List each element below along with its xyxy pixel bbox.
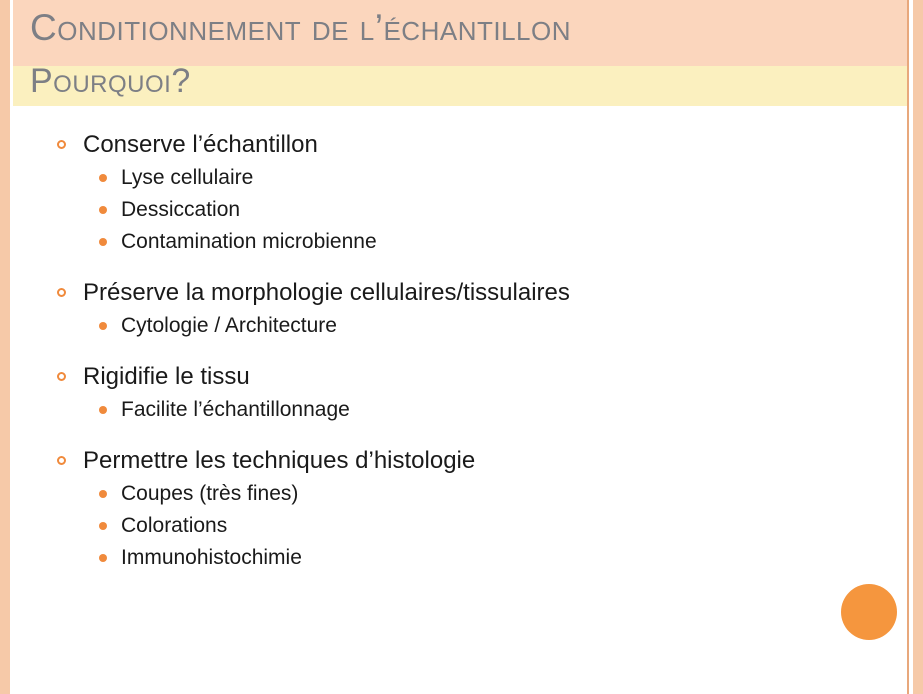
bullet-level2-label: Contamination microbienne (121, 230, 377, 253)
dot-bullet-icon (99, 490, 107, 498)
hollow-circle-bullet-icon (57, 456, 66, 465)
hollow-circle-bullet-icon (57, 288, 66, 297)
bullet-level2 (13, 196, 907, 224)
bullet-group (13, 278, 907, 340)
bullet-level1-label: Permettre les techniques d’histologie (83, 447, 476, 474)
bullet-level2 (13, 228, 907, 256)
bullet-level1-label: Préserve la morphologie cellulaires/tissulaires (83, 279, 570, 306)
bullet-level2 (13, 512, 907, 540)
right-accent-bar-inner (909, 0, 913, 694)
decorative-circle-icon (841, 584, 897, 640)
bullet-level2-label: Coupes (très fines) (121, 482, 299, 505)
dot-bullet-icon (99, 238, 107, 246)
bullet-level2-label: Dessiccation (121, 198, 241, 221)
right-accent-bar (913, 0, 923, 694)
hollow-circle-bullet-icon (57, 372, 66, 381)
dot-bullet-icon (99, 174, 107, 182)
bullet-level2-label: Colorations (121, 514, 228, 537)
dot-bullet-icon (99, 554, 107, 562)
slide-body (13, 112, 907, 694)
slide-subtitle: Pourquoi? (30, 62, 191, 100)
bullet-group (13, 130, 907, 256)
hollow-circle-bullet-icon (57, 140, 66, 149)
bullet-level1 (13, 278, 907, 308)
dot-bullet-icon (99, 406, 107, 414)
right-accent-bar-edge (907, 0, 909, 694)
bullet-level2 (13, 480, 907, 508)
bullet-level1 (13, 130, 907, 160)
bullet-group (13, 362, 907, 424)
bullet-level1 (13, 446, 907, 476)
left-accent-bar (0, 0, 10, 694)
bullet-level1 (13, 362, 907, 392)
bullet-level2 (13, 164, 907, 192)
bullet-level2-label: Immunohistochimie (121, 546, 302, 569)
bullet-group (13, 446, 907, 572)
dot-bullet-icon (99, 322, 107, 330)
bullet-level2-label: Lyse cellulaire (121, 166, 254, 189)
bullet-level1-label: Conserve l’échantillon (83, 131, 318, 158)
dot-bullet-icon (99, 206, 107, 214)
bullet-level2 (13, 396, 907, 424)
bullet-level1-label: Rigidifie le tissu (83, 363, 250, 390)
bullet-level2-label: Cytologie / Architecture (121, 314, 337, 337)
bullet-level2 (13, 312, 907, 340)
bullet-level2-label: Facilite l’échantillonnage (121, 398, 350, 421)
dot-bullet-icon (99, 522, 107, 530)
slide-title: Conditionnement de l’échantillon (30, 7, 571, 48)
bullet-level2 (13, 544, 907, 572)
